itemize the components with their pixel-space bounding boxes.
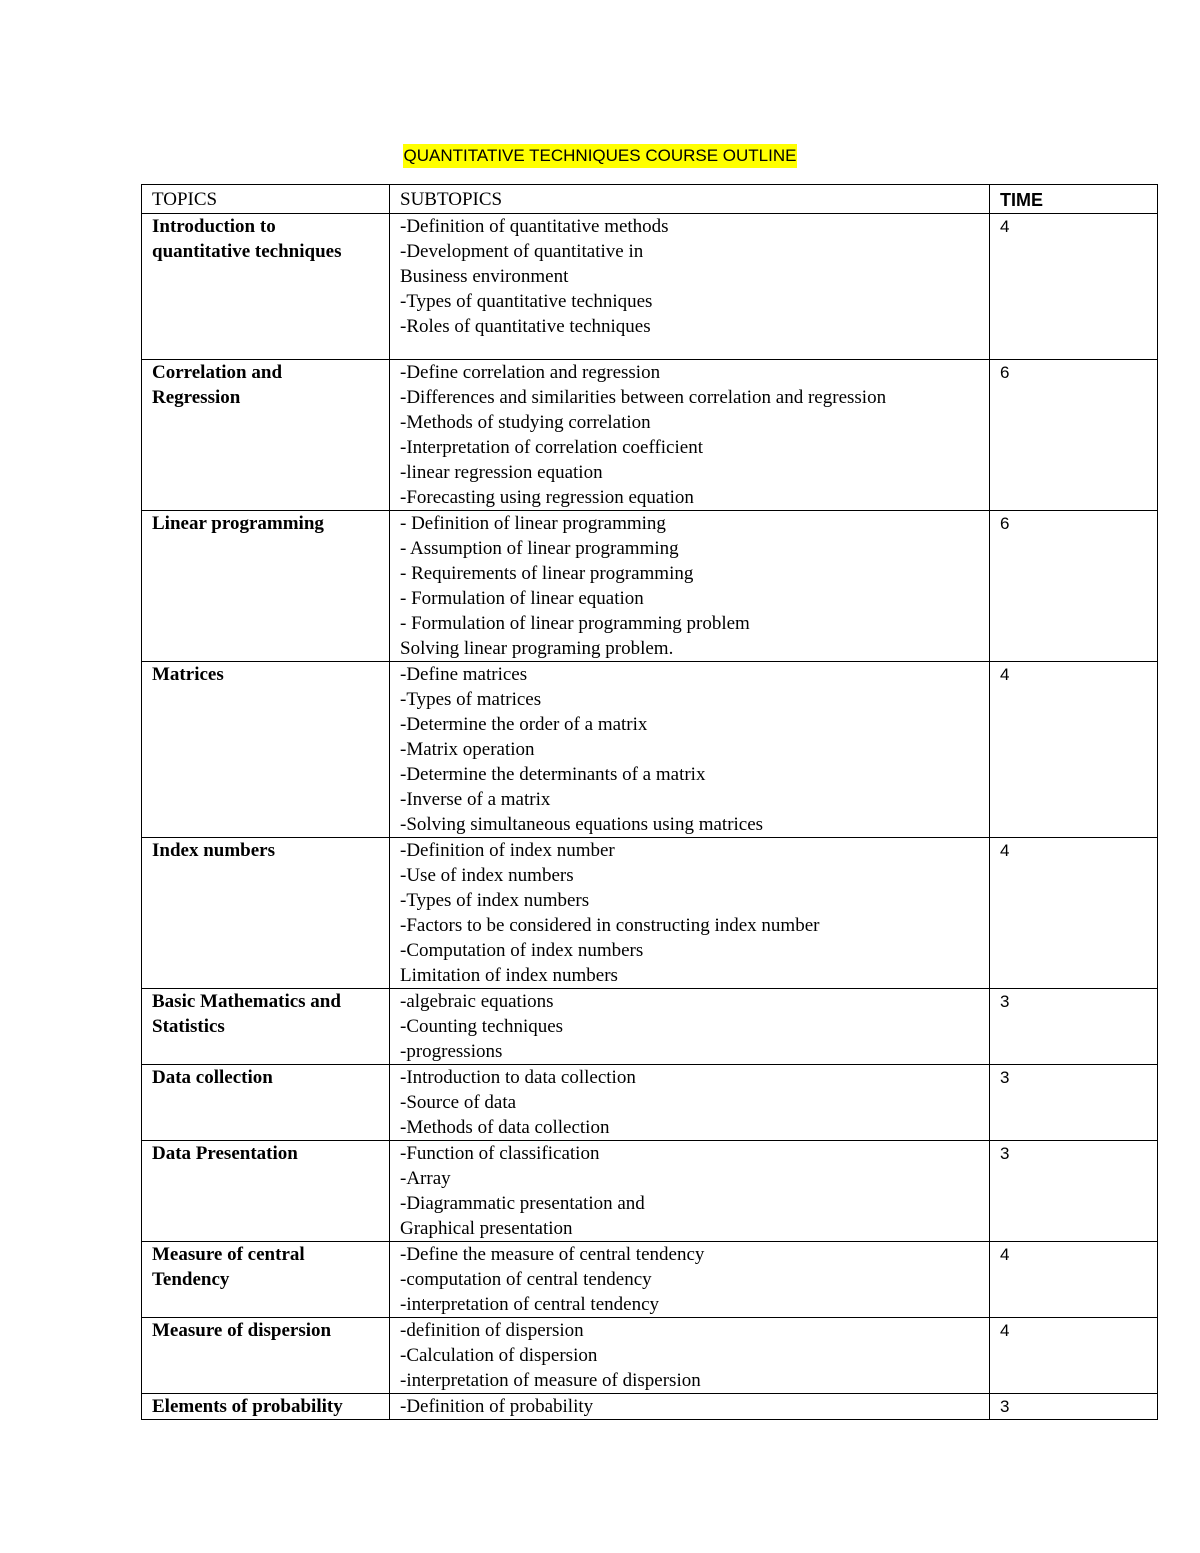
subtopic-line: -Methods of data collection bbox=[400, 1117, 610, 1138]
topic-line: Tendency bbox=[152, 1269, 230, 1290]
subtopics-cell bbox=[390, 1065, 990, 1141]
topic-line: Basic Mathematics and bbox=[152, 991, 341, 1012]
subtopic-line: -Methods of studying correlation bbox=[400, 412, 651, 433]
topic-cell bbox=[142, 1394, 390, 1420]
table-row bbox=[142, 1242, 1158, 1318]
subtopics-cell bbox=[390, 1141, 990, 1242]
subtopic-line: -Use of index numbers bbox=[400, 865, 574, 886]
time-cell: 4 bbox=[990, 214, 1158, 360]
topic-cell bbox=[142, 1141, 390, 1242]
subtopic-line: -algebraic equations bbox=[400, 991, 554, 1012]
time-cell: 4 bbox=[990, 1318, 1158, 1394]
subtopic-line: -Definition of quantitative methods bbox=[400, 216, 669, 237]
topic-line: Index numbers bbox=[152, 840, 275, 861]
time-cell: 4 bbox=[990, 838, 1158, 989]
subtopic-line: -Determine the order of a matrix bbox=[400, 714, 648, 735]
topic-cell bbox=[142, 1242, 390, 1318]
time-cell: 6 bbox=[990, 511, 1158, 662]
time-cell: 4 bbox=[990, 1242, 1158, 1318]
subtopic-line: -Definition of index number bbox=[400, 840, 615, 861]
subtopic-line: - Formulation of linear equation bbox=[400, 588, 644, 609]
topic-line: Statistics bbox=[152, 1016, 225, 1037]
subtopics-cell bbox=[390, 989, 990, 1065]
subtopic-line: -Definition of probability bbox=[400, 1396, 594, 1417]
topic-cell bbox=[142, 662, 390, 838]
subtopic-line: -Interpretation of correlation coefficient bbox=[400, 437, 703, 458]
table-header-row bbox=[142, 185, 1158, 214]
topic-line: Measure of dispersion bbox=[152, 1320, 332, 1341]
subtopic-line: Business environment bbox=[400, 266, 569, 287]
table-row bbox=[142, 989, 1158, 1065]
table-row bbox=[142, 360, 1158, 511]
subtopic-line: -Introduction to data collection bbox=[400, 1067, 636, 1088]
subtopic-line: -Computation of index numbers bbox=[400, 940, 644, 961]
subtopics-cell bbox=[390, 1394, 990, 1420]
table-row bbox=[142, 1065, 1158, 1141]
subtopic-line: - Definition of linear programming bbox=[400, 513, 666, 534]
subtopic-line: -Determine the determinants of a matrix bbox=[400, 764, 706, 785]
subtopic-line: -Define the measure of central tendency bbox=[400, 1244, 705, 1265]
subtopics-cell bbox=[390, 214, 990, 360]
subtopics-cell bbox=[390, 838, 990, 989]
table-row bbox=[142, 662, 1158, 838]
topic-line: Matrices bbox=[152, 664, 224, 685]
subtopic-line: -progressions bbox=[400, 1041, 503, 1062]
subtopic-line: -Counting techniques bbox=[400, 1016, 564, 1037]
subtopic-line: -Array bbox=[400, 1168, 451, 1189]
subtopic-line: -definition of dispersion bbox=[400, 1320, 584, 1341]
subtopic-line: - Requirements of linear programming bbox=[400, 563, 694, 584]
subtopic-line: -Diagrammatic presentation and bbox=[400, 1193, 645, 1214]
header-time: TIME bbox=[990, 185, 1158, 214]
table-row bbox=[142, 1318, 1158, 1394]
subtopic-line: -Factors to be considered in constructing index number bbox=[400, 915, 820, 936]
topic-line: Linear programming bbox=[152, 513, 324, 534]
topic-line: Data Presentation bbox=[152, 1143, 298, 1164]
topic-line: Correlation and bbox=[152, 362, 283, 383]
topic-line: Elements of probability bbox=[152, 1396, 343, 1417]
table-row bbox=[142, 214, 1158, 360]
table-row bbox=[142, 511, 1158, 662]
subtopic-line: -Calculation of dispersion bbox=[400, 1345, 598, 1366]
topic-line: Regression bbox=[152, 387, 241, 408]
subtopic-line: -Matrix operation bbox=[400, 739, 535, 760]
header-topics: TOPICS bbox=[142, 185, 390, 214]
subtopic-line: -Forecasting using regression equation bbox=[400, 487, 694, 508]
subtopics-cell bbox=[390, 511, 990, 662]
subtopic-line: -Inverse of a matrix bbox=[400, 789, 551, 810]
subtopic-line: -Differences and similarities between correlation and regression bbox=[400, 387, 887, 408]
subtopic-line: -Solving simultaneous equations using matrices bbox=[400, 814, 764, 835]
subtopic-line: Limitation of index numbers bbox=[400, 965, 618, 986]
subtopic-line: -computation of central tendency bbox=[400, 1269, 652, 1290]
topic-line: Data collection bbox=[152, 1067, 273, 1088]
subtopic-line: -Define matrices bbox=[400, 664, 528, 685]
topic-cell bbox=[142, 214, 390, 360]
course-outline-table bbox=[141, 184, 1158, 1420]
subtopic-line: Graphical presentation bbox=[400, 1218, 573, 1239]
topic-cell bbox=[142, 511, 390, 662]
topic-cell bbox=[142, 360, 390, 511]
subtopics-cell bbox=[390, 360, 990, 511]
subtopic-line: -interpretation of measure of dispersion bbox=[400, 1370, 701, 1391]
table-row bbox=[142, 1141, 1158, 1242]
topic-cell bbox=[142, 1318, 390, 1394]
subtopic-line: -Define correlation and regression bbox=[400, 362, 661, 383]
subtopic-line: -Roles of quantitative techniques bbox=[400, 316, 651, 337]
topic-cell bbox=[142, 989, 390, 1065]
subtopic-line: -Types of matrices bbox=[400, 689, 542, 710]
subtopics-cell bbox=[390, 1318, 990, 1394]
subtopic-line: -Source of data bbox=[400, 1092, 517, 1113]
subtopic-line: - Formulation of linear programming problem bbox=[400, 613, 750, 634]
topic-line: Introduction to bbox=[152, 216, 276, 237]
time-cell: 3 bbox=[990, 1065, 1158, 1141]
page-title: QUANTITATIVE TECHNIQUES COURSE OUTLINE bbox=[403, 144, 798, 168]
topic-cell bbox=[142, 838, 390, 989]
subtopic-line: - Assumption of linear programming bbox=[400, 538, 679, 559]
subtopic-line: -Types of index numbers bbox=[400, 890, 590, 911]
time-cell: 3 bbox=[990, 989, 1158, 1065]
time-cell: 3 bbox=[990, 1141, 1158, 1242]
time-cell: 6 bbox=[990, 360, 1158, 511]
table-row bbox=[142, 838, 1158, 989]
subtopic-line: -Development of quantitative in bbox=[400, 241, 644, 262]
header-subtopics: SUBTOPICS bbox=[390, 185, 990, 214]
time-cell: 4 bbox=[990, 662, 1158, 838]
topic-line: Measure of central bbox=[152, 1244, 305, 1265]
topic-line: quantitative techniques bbox=[152, 241, 342, 262]
subtopic-line: -linear regression equation bbox=[400, 462, 603, 483]
subtopic-line: -interpretation of central tendency bbox=[400, 1294, 660, 1315]
subtopic-line: -Function of classification bbox=[400, 1143, 600, 1164]
table-row bbox=[142, 1394, 1158, 1420]
time-cell: 3 bbox=[990, 1394, 1158, 1420]
topic-cell bbox=[142, 1065, 390, 1141]
subtopic-line: -Types of quantitative techniques bbox=[400, 291, 653, 312]
subtopics-cell bbox=[390, 1242, 990, 1318]
subtopic-line: Solving linear programing problem. bbox=[400, 638, 674, 659]
subtopics-cell bbox=[390, 662, 990, 838]
